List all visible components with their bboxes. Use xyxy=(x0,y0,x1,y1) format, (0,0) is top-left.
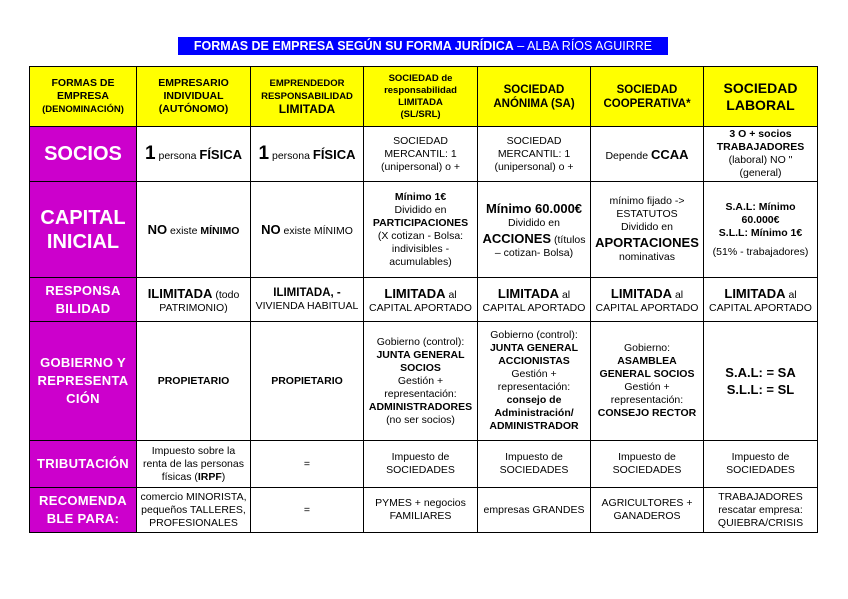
cell-socios-cooperativa: Depende CCAA xyxy=(591,127,704,182)
cell-trib-sa: Impuesto de SOCIEDADES xyxy=(478,441,591,488)
cell-trib-laboral: Impuesto de SOCIEDADES xyxy=(704,441,818,488)
cell-capital-laboral: S.A.L: Mínimo 60.000€ S.L.L: Mínimo 1€ (51% - trabajadores) xyxy=(704,182,818,278)
cell-capital-sa: Mínimo 60.000€ Dividido en ACCIONES (títulos – cotizan- Bolsa) xyxy=(478,182,591,278)
cell-trib-sl: Impuesto de SOCIEDADES xyxy=(364,441,478,488)
cell-gob-laboral: S.A.L: = SA S.L.L: = SL xyxy=(704,322,818,441)
page-title xyxy=(178,37,668,55)
header-empresario-individual: EMPRESARIO INDIVIDUAL (AUTÓNOMO) xyxy=(137,67,251,127)
cell-rec-laboral: TRABAJADORES rescatar empresa: QUIEBRA/CRISIS xyxy=(704,488,818,533)
row-label-gobierno: GOBIERNO Y REPRESENTA CIÓN xyxy=(30,322,137,441)
cell-resp-sl: LIMITADA al CAPITAL APORTADO xyxy=(364,278,478,322)
cell-socios-empresario: 1 persona FÍSICA xyxy=(137,127,251,182)
cell-socios-sa: SOCIEDAD MERCANTIL: 1 (unipersonal) o + xyxy=(478,127,591,182)
cell-resp-emprendedor: ILIMITADA, - VIVIENDA HABITUAL xyxy=(251,278,364,322)
header-sociedad-limitada: SOCIEDAD de responsabilidad LIMITADA (SL/SRL) xyxy=(364,67,478,127)
cell-gob-cooperativa: Gobierno: ASAMBLEA GENERAL SOCIOS Gestión + representación: CONSEJO RECTOR xyxy=(591,322,704,441)
header-sociedad-laboral: SOCIEDAD LABORAL xyxy=(704,67,818,127)
header-forma-empresa: FORMAS DE EMPRESA (DENOMINACIÓN) xyxy=(30,67,137,127)
cell-resp-cooperativa: LIMITADA al CAPITAL APORTADO xyxy=(591,278,704,322)
row-recomendable xyxy=(30,488,818,533)
cell-gob-emprendedor: PROPIETARIO xyxy=(251,322,364,441)
cell-trib-emprendedor: = xyxy=(251,441,364,488)
cell-capital-empresario: NO existe MÍNIMO xyxy=(137,182,251,278)
title-separator: – xyxy=(513,39,528,53)
cell-resp-empresario: ILIMITADA (todo PATRIMONIO) xyxy=(137,278,251,322)
cell-rec-sa: empresas GRANDES xyxy=(478,488,591,533)
company-forms-table xyxy=(29,66,818,533)
row-capital-inicial xyxy=(30,182,818,278)
row-socios xyxy=(30,127,818,182)
cell-capital-sl: Mínimo 1€ Dividido en PARTICIPACIONES (X cotizan - Bolsa: indivisibles - acumulables) xyxy=(364,182,478,278)
cell-gob-empresario: PROPIETARIO xyxy=(137,322,251,441)
cell-gob-sl: Gobierno (control): JUNTA GENERAL SOCIOS Gestión + representación: ADMINISTRADORES (no ser socios) xyxy=(364,322,478,441)
title-main: FORMAS DE EMPRESA SEGÚN SU FORMA JURÍDICA xyxy=(193,39,514,53)
row-label-socios: SOCIOS xyxy=(30,127,137,182)
row-label-tributacion: TRIBUTACIÓN xyxy=(30,441,137,488)
row-gobierno xyxy=(30,322,818,441)
cell-resp-laboral: LIMITADA al CAPITAL APORTADO xyxy=(704,278,818,322)
cell-socios-emprendedor: 1 persona FÍSICA xyxy=(251,127,364,182)
cell-rec-sl: PYMES + negocios FAMILIARES xyxy=(364,488,478,533)
header-sociedad-cooperativa: SOCIEDAD COOPERATIVA* xyxy=(591,67,704,127)
row-label-responsabilidad: RESPONSA BILIDAD xyxy=(30,278,137,322)
cell-socios-laboral: 3 O + socios TRABAJADORES (laboral) NO " (general) xyxy=(704,127,818,182)
cell-gob-sa: Gobierno (control): JUNTA GENERAL ACCIONISTAS Gestión + representación: consejo de Administración/ ADMINISTRADOR xyxy=(478,322,591,441)
header-emprendedor: EMPRENDEDOR RESPONSABILIDAD LIMITADA xyxy=(251,67,364,127)
cell-capital-cooperativa: mínimo fijado -> ESTATUTOS Dividido en APORTACIONES nominativas xyxy=(591,182,704,278)
cell-rec-empresario: comercio MINORISTA, pequeños TALLERES, PROFESIONALES xyxy=(137,488,251,533)
cell-resp-sa: LIMITADA al CAPITAL APORTADO xyxy=(478,278,591,322)
header-row xyxy=(30,67,818,127)
row-label-recomendable: RECOMENDA BLE PARA: xyxy=(30,488,137,533)
cell-capital-emprendedor: NO existe MÍNIMO xyxy=(251,182,364,278)
row-label-capital: CAPITAL INICIAL xyxy=(30,182,137,278)
header-sociedad-anonima: SOCIEDAD ANÓNIMA (SA) xyxy=(478,67,591,127)
row-tributacion xyxy=(30,441,818,488)
cell-trib-empresario: Impuesto sobre la renta de las personas físicas (IRPF) xyxy=(137,441,251,488)
row-responsabilidad xyxy=(30,278,818,322)
title-author: ALBA RÍOS AGUIRRE xyxy=(527,39,653,53)
cell-socios-sl: SOCIEDAD MERCANTIL: 1 (unipersonal) o + xyxy=(364,127,478,182)
cell-trib-cooperativa: Impuesto de SOCIEDADES xyxy=(591,441,704,488)
cell-rec-emprendedor: = xyxy=(251,488,364,533)
cell-rec-cooperativa: AGRICULTORES + GANADEROS xyxy=(591,488,704,533)
